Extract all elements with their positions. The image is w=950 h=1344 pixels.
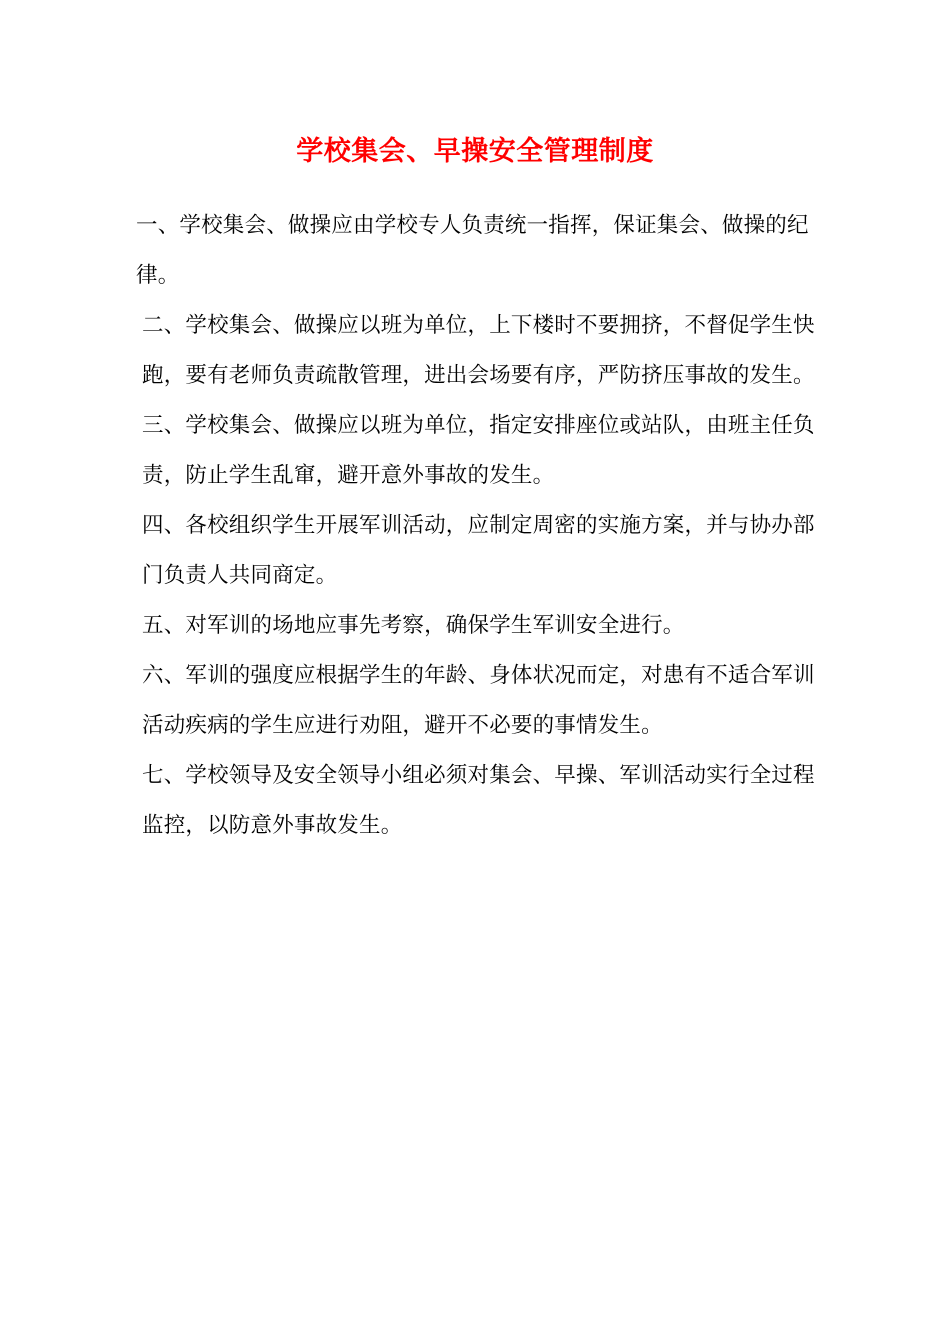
paragraph-4: 四、各校组织学生开展军训活动，应制定周密的实施方案，并与协办部门负责人共同商定。 (142, 513, 815, 588)
paragraph-1: 一、学校集会、做操应由学校专人负责统一指挥，保证集会、做操的纪律。 (136, 213, 809, 288)
paragraph-5: 五、对军训的场地应事先考察，确保学生军训安全进行。 (142, 613, 685, 638)
document-title: 学校集会、早操安全管理制度 (296, 136, 654, 167)
paragraph-3: 三、学校集会、做操应以班为单位，指定安排座位或站队，由班主任负责，防止学生乱窜，避开意外事故的发生。 (142, 413, 815, 488)
paragraph-6: 六、军训的强度应根据学生的年龄、身体状况而定，对患有不适合军训活动疾病的学生应进行劝阻，避开不必要的事情发生。 (142, 663, 815, 738)
paragraph-2: 二、学校集会、做操应以班为单位，上下楼时不要拥挤，不督促学生快跑，要有老师负责疏散管理，进出会场要有序，严防挤压事故的发生。 (142, 313, 815, 388)
document-body (136, 201, 818, 851)
paragraph-7: 七、学校领导及安全领导小组必须对集会、早操、军训活动实行全过程监控，以防意外事故发生。 (142, 763, 815, 838)
